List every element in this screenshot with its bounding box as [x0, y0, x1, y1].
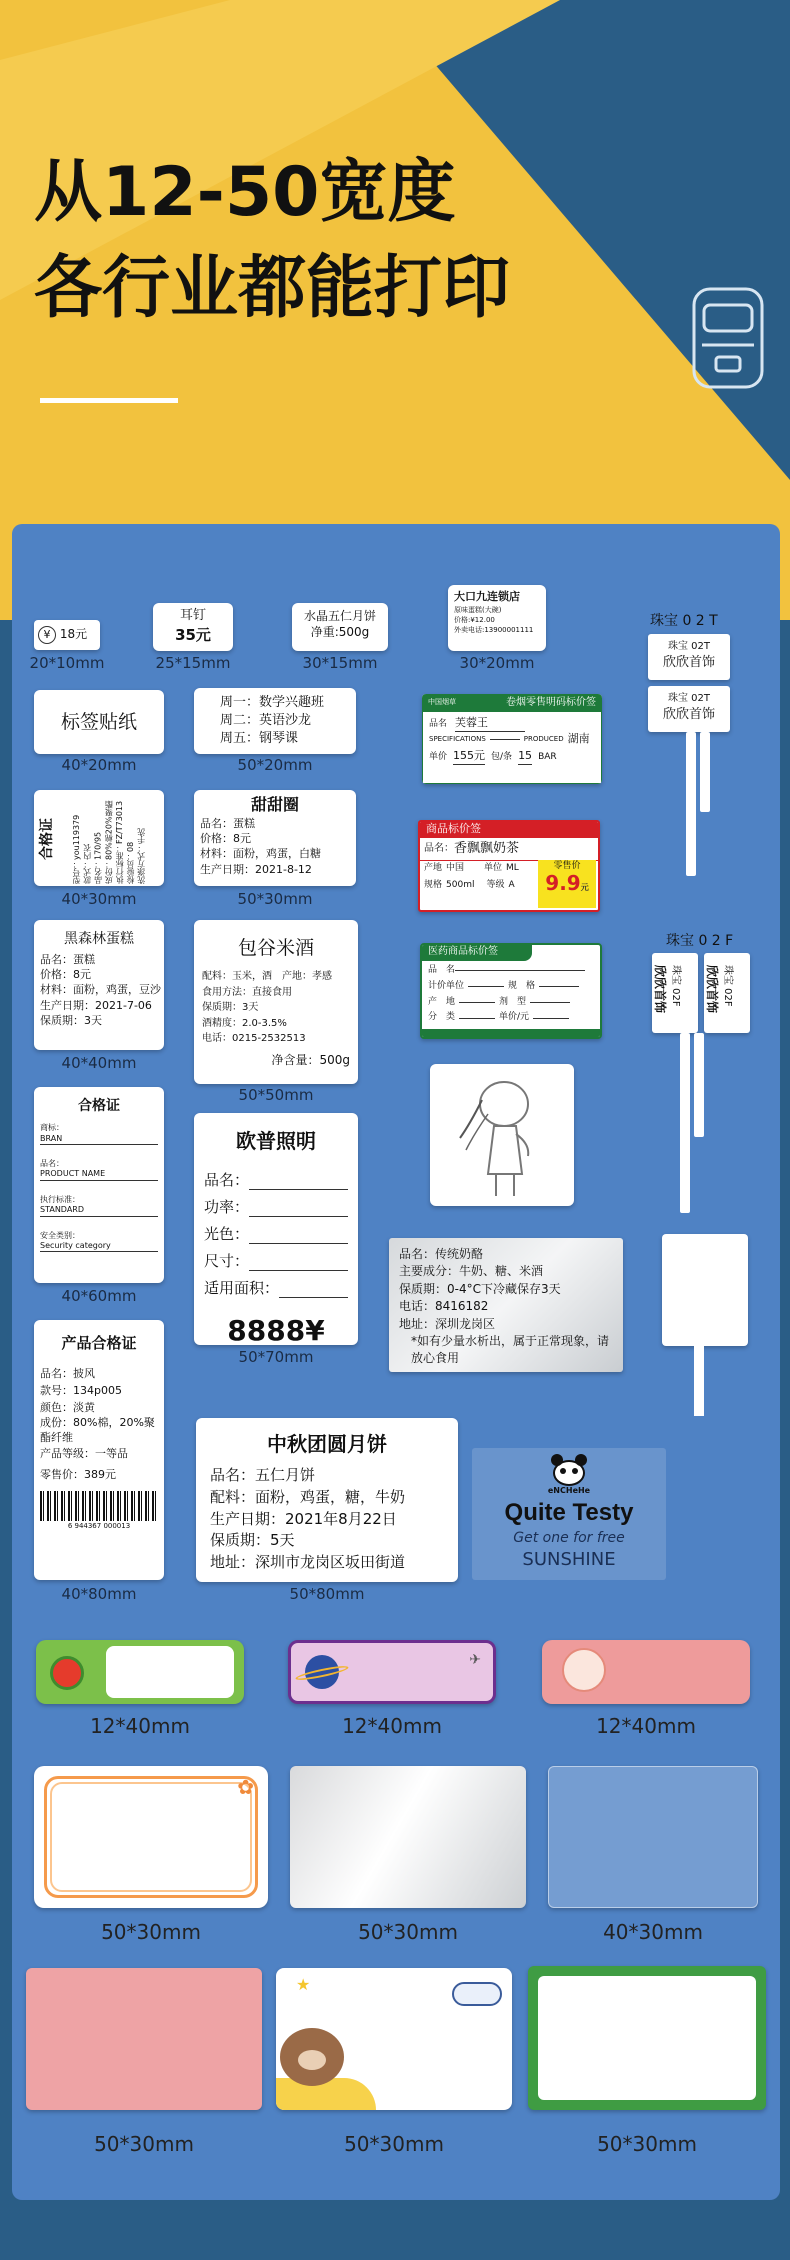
rice-line2: 食用方法：直接食用: [202, 986, 292, 998]
cert2-k2e: PRODUCT NAME: [40, 1169, 106, 1179]
size-row3-c: 50*30mm: [597, 2132, 697, 2156]
cheese-line1: 品名：传统奶酪: [399, 1247, 484, 1261]
tag-02f-right: [704, 953, 750, 1033]
prod-line3: 颜色：淡黄: [40, 1401, 95, 1415]
moon-line3: 生产日期：2021年8月22日: [210, 1509, 397, 1528]
tobacco-name: 芙蓉王: [455, 716, 525, 732]
tag-02t-line2: 欣欣首饰: [662, 654, 715, 670]
tag-02f-title: 珠宝 0 2 F: [666, 933, 734, 949]
label-25x15: [153, 603, 233, 651]
tag-02t-bottom: [648, 686, 730, 732]
label-30x15-line1: 水晶五仁月饼: [303, 609, 376, 623]
rice-line4: 酒精度：2.0-3.5%: [202, 1017, 287, 1029]
lamp-field5: 适用面积：: [204, 1279, 280, 1297]
prod-line1: 品名：披风: [40, 1367, 95, 1381]
moon-line4: 保质期：5天: [210, 1531, 295, 1550]
moon-line1: 品名：五仁月饼: [210, 1466, 316, 1484]
quite-line1: Quite Testy: [504, 1498, 634, 1526]
medical-price-label: [420, 943, 602, 1039]
tobacco-qty: 15: [518, 749, 532, 765]
cert1-line7: 洗涤方式：手洗: [136, 828, 146, 884]
label-20x10: [34, 620, 100, 650]
label-forest-cake: [34, 920, 164, 1050]
size-40x80: 40*80mm: [61, 1585, 137, 1603]
hero-line-1: 从12-50宽度: [34, 153, 456, 232]
goods-grade: A: [508, 880, 515, 891]
goods-origin: 中国: [446, 863, 465, 873]
tobacco-price-label: [422, 694, 602, 784]
label-40x20-text: 标签贴纸: [60, 711, 137, 733]
tobacco-price-key: 单价: [429, 751, 448, 762]
tag-02t-tail-2: [700, 732, 710, 812]
rice-line6: 净含量：500g: [271, 1052, 350, 1067]
orange-frame-label: [34, 1766, 268, 1908]
label-lamp: [194, 1113, 358, 1345]
goods-name-key: 品名：: [424, 843, 454, 855]
prod-line2: 款号：134p005: [40, 1384, 122, 1398]
barcode-number: 6 944367 000013: [67, 1522, 131, 1531]
label-cheese-silver: [389, 1238, 623, 1372]
cert2-k1: 商标：: [40, 1123, 64, 1133]
hero-title: [34, 145, 510, 337]
size-40x30: 40*30mm: [61, 890, 137, 908]
forest-line3: 材料：面粉，鸡蛋，豆沙: [40, 983, 161, 997]
green-frame-label: [528, 1966, 766, 2110]
tag-02t-tail-1: [686, 732, 696, 876]
lamp-field3: 光色：: [204, 1225, 250, 1243]
label-cert-vertical: [34, 790, 164, 886]
forest-line4: 生产日期：2021-7-06: [40, 998, 152, 1012]
size-50x80: 50*80mm: [289, 1585, 365, 1603]
bear-label: [276, 1968, 512, 2110]
cert2-k3e: STANDARD: [40, 1205, 85, 1215]
goods-unit: ML: [506, 863, 519, 873]
printer-icon: [688, 283, 768, 397]
cheese-line6: *如有少量水析出，属于正常现象，请放心食用: [411, 1333, 610, 1366]
label-mooncake: [196, 1418, 458, 1582]
watermelon-icon: [50, 1656, 84, 1690]
cert1-line3: 品名：170/95: [93, 831, 103, 884]
tobacco-unit: BAR: [538, 751, 557, 762]
label-25x15-line1: 耳钉: [179, 608, 206, 623]
cert2-k3: 执行标准：: [40, 1194, 80, 1204]
tall-tag-tail: [694, 1346, 704, 1416]
tag-02f-line1: 珠宝 02F: [670, 965, 681, 1007]
medical-r3b: 剂 型: [499, 996, 527, 1007]
size-50x30-donut: 50*30mm: [237, 890, 313, 908]
moon-title: 中秋团圆月饼: [267, 1432, 387, 1456]
size-40x20: 40*20mm: [61, 756, 137, 774]
cheese-line5: 地址：深圳龙岗区: [399, 1316, 496, 1331]
label-rice-wine: [194, 920, 358, 1084]
cert2-k2: 品名：: [40, 1158, 64, 1168]
donut-line2: 价格：8元: [200, 832, 251, 846]
plane-icon: ✈: [469, 1652, 481, 1668]
schedule-line-3: 周五：钢琴课: [220, 731, 299, 747]
tobacco-title: 卷烟零售明码标价签: [506, 697, 596, 709]
goods-spec: 500ml: [446, 880, 475, 891]
tag-02t-top: [648, 634, 730, 680]
medical-r2b: 规 格: [508, 980, 536, 991]
label-50x20: [194, 688, 356, 754]
medical-header: 医药商品标价签: [422, 945, 532, 961]
cert1-line4: 成份：80%棉20%聚酯: [104, 800, 114, 884]
moon-line5: 地址：深圳市龙岗区坂田街道: [210, 1553, 406, 1571]
watermelon-label: [36, 1640, 244, 1704]
medical-r4b: 单价/元: [499, 1012, 530, 1023]
goods-price-unit: 元: [580, 883, 589, 893]
cat-label: [542, 1640, 750, 1704]
size-50x50: 50*50mm: [238, 1086, 314, 1104]
donut-title: 甜甜圈: [250, 795, 299, 814]
medical-r4a: 分 类: [428, 1012, 456, 1023]
tag-02t-line3: 珠宝 02T: [667, 693, 710, 704]
goods-spec-key: 规格: [424, 880, 443, 891]
donut-line3: 材料：面粉，鸡蛋，白糖: [200, 847, 321, 861]
size-40x40: 40*40mm: [61, 1054, 137, 1072]
goods-price-key: 零售价: [553, 861, 581, 871]
forest-line5: 保质期：3天: [40, 1014, 102, 1028]
label-30x20: [448, 585, 546, 651]
silver-label: [290, 1766, 526, 1908]
tobacco-spec-key: SPECIFICATIONS: [429, 734, 486, 743]
yuan-icon: ¥: [38, 626, 56, 644]
pink-label: [26, 1968, 262, 2110]
cert2-k4: 安全类别：: [40, 1230, 80, 1240]
label-30x20-line1: 大口九连锁店: [454, 590, 520, 603]
label-25x15-line2: 35元: [175, 625, 211, 644]
planet-label: [288, 1640, 496, 1704]
size-row2-a: 50*30mm: [101, 1920, 201, 1944]
prod-line6: 零售价：389元: [40, 1468, 116, 1482]
tag-02f-line3: 珠宝 02F: [722, 965, 733, 1007]
rice-line1: 配料：玉米，酒 产地：孝感: [202, 971, 332, 983]
rice-line3: 保质期：3天: [202, 1002, 259, 1014]
prod-line5: 产品等级：一等品: [40, 1446, 128, 1460]
tall-tag-label: [662, 1234, 748, 1346]
label-product-cert: [34, 1320, 164, 1580]
cert1-line2: 款式：内衣: [82, 844, 92, 884]
forest-line2: 价格：8元: [40, 967, 91, 981]
label-quite-testy: [472, 1448, 666, 1580]
quite-line2: Get one for free: [513, 1530, 625, 1547]
barcode: [40, 1491, 158, 1521]
tobacco-name-key: 品名: [429, 718, 448, 729]
tobacco-origin-key: PRODUCED: [523, 734, 564, 743]
panda-icon: [549, 1452, 589, 1486]
tag-02f-left: [652, 953, 698, 1033]
label-20x10-value: 18元: [59, 627, 88, 641]
flower-icon: ✿: [237, 1775, 254, 1799]
medical-r2a: 计价单位: [428, 980, 465, 991]
size-row1-b: 12*40mm: [342, 1714, 442, 1738]
tobacco-price: 155元: [453, 749, 485, 765]
quite-brand: eNCHeHe: [547, 1486, 591, 1495]
rice-line5: 电话：0215-2532513: [202, 1033, 306, 1045]
label-donut: [194, 790, 356, 886]
cert1-line6: 检验员：08: [125, 841, 135, 884]
goods-price-label: [418, 820, 600, 912]
moon-line2: 配料：面粉，鸡蛋，糖，牛奶: [210, 1487, 406, 1506]
lamp-field1: 品名：: [204, 1171, 250, 1189]
label-30x20-line4: 外卖电话:13900001111: [454, 626, 534, 635]
prod-line4: 成份：80%棉，20%聚酯纤维: [40, 1416, 155, 1444]
cert2-k1e: BRAN: [40, 1133, 63, 1143]
star-icon: ★: [296, 1975, 311, 1994]
cert1-line1: 型号：you119379: [72, 814, 81, 884]
size-40x60: 40*60mm: [61, 1287, 137, 1305]
cert1-line5: 执行标准：FZ/T73013: [115, 800, 125, 884]
tag-02f-line4: 欣欣首饰: [705, 965, 719, 1014]
size-row2-b: 50*30mm: [358, 1920, 458, 1944]
lamp-title: 欧普照明: [236, 1129, 316, 1153]
label-cert-form: [34, 1087, 164, 1283]
tag-02t-title: 珠宝 0 2 T: [650, 613, 718, 629]
goods-header: 商品标价签: [420, 822, 598, 838]
tag-02f-tail-1: [680, 1033, 690, 1213]
tobacco-origin: 湖南: [567, 731, 590, 745]
tag-02f-line2: 欣欣首饰: [653, 965, 667, 1014]
lamp-price: 8888¥: [227, 1314, 325, 1345]
transparent-label: [548, 1766, 758, 1908]
forest-title: 黑森林蛋糕: [64, 931, 134, 947]
label-30x20-line2: 原味蛋糕(大碗): [454, 605, 502, 614]
goods-name: 香飘飘奶茶: [454, 841, 520, 856]
donut-line1: 品名：蛋糕: [200, 817, 255, 831]
size-30x20: 30*20mm: [459, 654, 535, 672]
sheep-icon: [452, 1982, 502, 2006]
tag-02t-line4: 欣欣首饰: [662, 706, 715, 722]
donut-line4: 生产日期：2021-8-12: [200, 862, 312, 876]
label-40x20: [34, 690, 164, 754]
goods-origin-key: 产地: [424, 863, 443, 873]
goods-price: 9.9: [545, 871, 581, 896]
size-row1-a: 12*40mm: [90, 1714, 190, 1738]
quite-line3: SUNSHINE: [522, 1549, 616, 1571]
goods-grade-key: 等级: [486, 880, 505, 891]
size-row2-c: 40*30mm: [603, 1920, 703, 1944]
medical-r1a: 品 名: [428, 965, 456, 975]
tobacco-qty-key: 包/条: [491, 751, 513, 762]
tag-02f-tail-2: [694, 1033, 704, 1137]
cert2-title: 合格证: [78, 1098, 120, 1114]
tobacco-brand: 中国烟草: [428, 698, 456, 707]
prod-title: 产品合格证: [61, 1334, 137, 1352]
medical-r3a: 产 地: [428, 996, 456, 1007]
tag-02t-line1: 珠宝 02T: [667, 641, 710, 652]
girl-sketch-image: [430, 1064, 574, 1206]
hero-line-2: 各行业都能打印: [34, 249, 511, 328]
size-25x15: 25*15mm: [155, 654, 231, 672]
cheese-line3: 保质期：0-4°C下冷藏保存3天: [399, 1281, 561, 1296]
cheese-line4: 电话：8416182: [399, 1299, 489, 1314]
size-50x70: 50*70mm: [238, 1348, 314, 1366]
size-30x15: 30*15mm: [302, 654, 378, 672]
sketch-girl-label: [430, 1064, 574, 1206]
label-30x15-line2: 净重:500g: [310, 625, 370, 640]
rice-title: 包谷米酒: [237, 937, 314, 959]
size-row3-b: 50*30mm: [344, 2132, 444, 2156]
size-50x20: 50*20mm: [237, 756, 313, 774]
schedule-line-2: 周二：英语沙龙: [220, 713, 312, 729]
size-row1-c: 12*40mm: [596, 1714, 696, 1738]
lamp-field2: 功率：: [204, 1198, 250, 1216]
size-20x10: 20*10mm: [29, 654, 105, 672]
cert2-k4e: Security category: [40, 1240, 111, 1250]
goods-unit-key: 单位: [484, 863, 503, 873]
cheese-line2: 主要成分：牛奶、糖、米酒: [399, 1264, 544, 1279]
label-30x20-line3: 价格:¥12.00: [454, 616, 495, 625]
lamp-field4: 尺寸：: [204, 1252, 250, 1270]
schedule-line-1: 周一：数学兴趣班: [220, 695, 325, 710]
forest-line1: 品名：蛋糕: [40, 952, 95, 966]
size-row3-a: 50*30mm: [94, 2132, 194, 2156]
label-30x15: [292, 603, 388, 651]
cert1-title: 合格证: [39, 818, 55, 860]
cat-icon: [562, 1648, 606, 1692]
hero-underline: [40, 398, 178, 403]
